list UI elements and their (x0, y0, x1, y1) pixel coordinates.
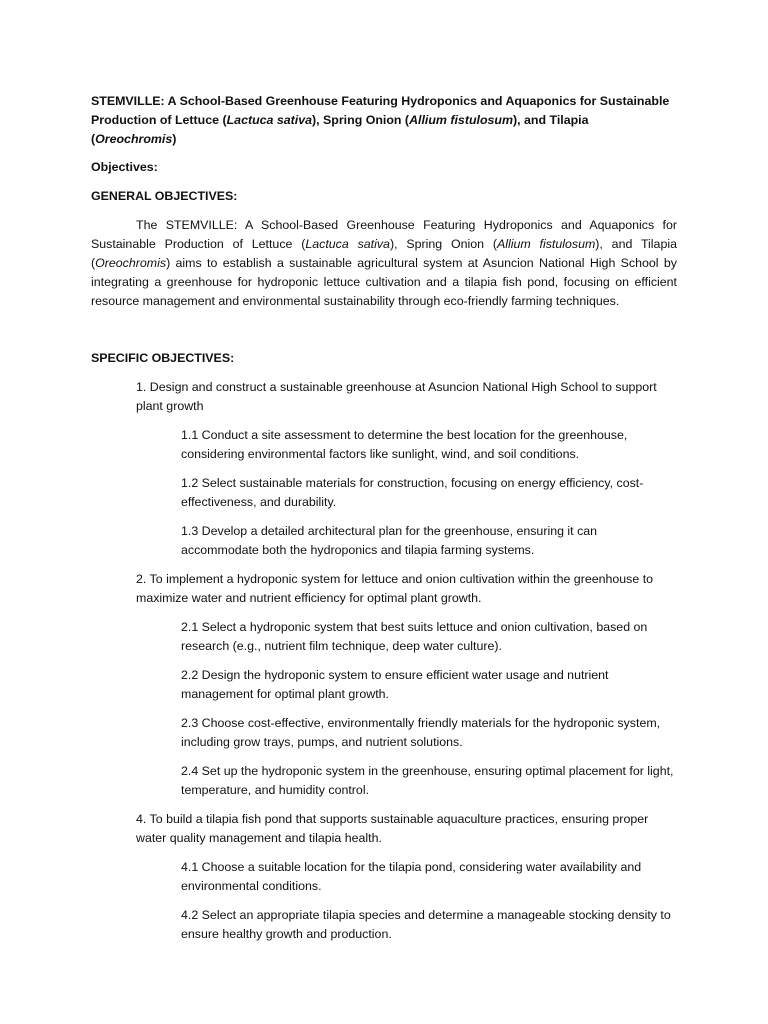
objective-4-1: 4.1 Choose a suitable location for the tilapia pond, considering water availability and environmental conditions. (181, 860, 642, 893)
document-title (91, 92, 677, 149)
objective-1-1: 1.1 Conduct a site assessment to determine the best location for the greenhouse, considering environmental factors like sunlight, wind, and soil conditions. (181, 428, 628, 461)
paragraph-text: The STEMVILLE: A School-Based Greenhouse Featuring Hydroponics and Aquaponics for Sustainable Production of Lettuce ( (91, 218, 677, 251)
objective-2-2: 2.2 Design the hydroponic system to ensure efficient water usage and nutrient management for optimal plant growth. (181, 668, 609, 701)
paragraph-text: ), and Tilapia ( (91, 237, 677, 270)
objective-2-4: 2.4 Set up the hydroponic system in the greenhouse, ensuring optimal placement for light, temperature, and humidity control. (181, 764, 674, 797)
objective-4-2: 4.2 Select an appropriate tilapia species and determine a manageable stocking density to ensure healthy growth and production. (181, 908, 671, 941)
title-text: ), Spring Onion ( (312, 113, 410, 127)
objective-1-2: 1.2 Select sustainable materials for construction, focusing on energy efficiency, cost-effectiveness, and durability. (181, 476, 644, 509)
objective-1: 1. Design and construct a sustainable greenhouse at Asuncion National High School to support plant growth (136, 380, 657, 413)
lettuce-scientific-name: Lactuca sativa (305, 237, 390, 251)
onion-scientific-name: Allium fistulosum (496, 237, 596, 251)
document-body (91, 92, 677, 944)
title-lettuce-scientific-name: Lactuca sativa (226, 113, 313, 127)
title-text: STEMVILLE: A School-Based Greenhouse Featuring Hydroponics and Aquaponics for Sustainable Production of Lettuce ( (91, 94, 670, 127)
paragraph-text: ) aims to establish a sustainable agricultural system at Asuncion National High School by integrating a greenhouse for hydroponic lettuce cultivation and a tilapia fish pond, focusing on efficient resource management and environmental sustainability through eco-friendly farming techniques. (91, 256, 677, 308)
title-onion-scientific-name: Allium fistulosum (409, 113, 514, 127)
objective-2-3: 2.3 Choose cost-effective, environmentally friendly materials for the hydroponic system, including grow trays, pumps, and nutrient solutions. (181, 716, 661, 749)
title-text: ), and Tilapia ( (91, 113, 589, 146)
title-tilapia-scientific-name: Oreochromis (95, 132, 173, 146)
title-text: ) (172, 132, 177, 146)
paragraph-text: ), Spring Onion ( (389, 237, 497, 251)
general-objectives-heading: GENERAL OBJECTIVES: (91, 189, 238, 203)
general-objectives-paragraph (91, 216, 677, 311)
objective-1-3: 1.3 Develop a detailed architectural plan for the greenhouse, ensuring it can accommodate both the hydroponics and tilapia farming systems. (181, 524, 598, 557)
objective-2-1: 2.1 Select a hydroponic system that best suits lettuce and onion cultivation, based on research (e.g., nutrient film technique, deep water culture). (181, 620, 648, 653)
objectives-heading: Objectives: (91, 160, 158, 174)
objective-4: 4. To build a tilapia fish pond that supports sustainable aquaculture practices, ensuring proper water quality management and tilapia health. (136, 812, 649, 845)
objective-2: 2. To implement a hydroponic system for lettuce and onion cultivation within the greenhouse to maximize water and nutrient efficiency for optimal plant growth. (136, 572, 654, 605)
specific-objectives-heading: SPECIFIC OBJECTIVES: (91, 351, 235, 365)
tilapia-scientific-name: Oreochromis (95, 256, 167, 270)
